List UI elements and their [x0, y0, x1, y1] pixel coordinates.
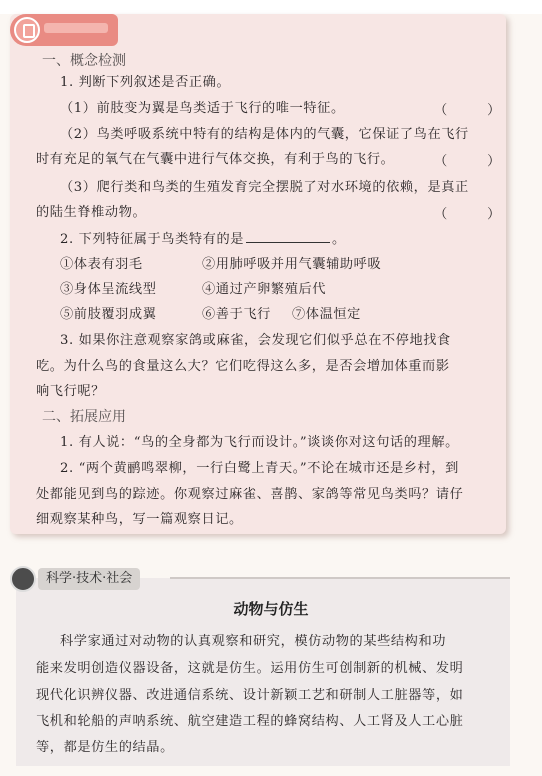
- reading-line-5: 等，都是仿生的结晶。: [36, 740, 174, 755]
- q1-item-3: （3）爬行类和鸟类的生殖发育完全摆脱了对水环境的依赖，是真正: [60, 180, 469, 195]
- q1-item-2: （2）鸟类呼吸系统中特有的结构是体内的气囊，它保证了鸟在飞行: [60, 127, 469, 142]
- s2-line-2: 2. “两个黄鹂鸣翠柳，一行白鹭上青天。”不论在城市还是乡村，到: [60, 461, 459, 476]
- q2-option-5: ⑤前肢覆羽成翼: [60, 307, 157, 322]
- q3-line-1: 3. 如果你注意观察家鸽或麻雀，会发现它们似乎总在不停地找食: [60, 333, 451, 348]
- answer-blank[interactable]: [246, 230, 330, 243]
- q1-item-2-cont: 时有充足的氧气在气囊中进行气体交换，有利于鸟的飞行。: [36, 152, 395, 167]
- reading-line-3: 现代化识辨仪器、改进通信系统、设计新颖工艺和研制人工脏器等，如: [36, 688, 464, 703]
- q1-stem: 1. 判断下列叙述是否正确。: [60, 75, 231, 90]
- sts-section-tag: 科学·技术·社会: [38, 568, 140, 590]
- q2-option-1: ①体表有羽毛: [60, 257, 143, 272]
- reading-line-1: 科学家通过对动物的认真观察和研究，模仿动物的某些结构和功: [60, 634, 447, 649]
- q2-option-2: ②用肺呼吸并用气囊辅助呼吸: [202, 257, 382, 272]
- q2-stem-end: 。: [332, 232, 346, 247]
- q1-item-3-cont: 的陆生脊椎动物。: [36, 205, 147, 220]
- q2-stem: [60, 230, 346, 249]
- q1-item-1: （1）前肢变为翼是鸟类适于飞行的唯一特征。: [60, 101, 345, 116]
- q2-stem-text: 2. 下列特征属于鸟类特有的是: [60, 232, 245, 247]
- page-top-strip: [0, 0, 542, 14]
- q3-line-2: 吃。为什么鸟的食量这么大？它们吃得这么多，是否会增加体重而影: [36, 359, 450, 374]
- reading-title: 动物与仿生: [233, 600, 309, 618]
- reading-line-2: 能来发明创造仪器设备，这就是仿生。运用仿生可创制新的机械、发明: [36, 661, 464, 676]
- section-divider-line: [170, 577, 510, 579]
- q2-option-3: ③身体呈流线型: [60, 282, 157, 297]
- section-heading-extension: 二、拓展应用: [42, 409, 126, 425]
- pencil-note-icon: [14, 17, 40, 43]
- reading-line-4: 飞机和轮船的声呐系统、航空建造工程的蜂窝结构、人工肾及人工心脏: [36, 714, 464, 729]
- q3-line-3: 响飞行呢？: [36, 384, 105, 399]
- answer-paren-1: （）: [434, 103, 541, 118]
- q2-option-4: ④通过产卵繁殖后代: [202, 282, 327, 297]
- people-icon: [10, 566, 36, 592]
- section-heading-concept-check: 一、概念检测: [42, 53, 126, 69]
- s2-line-1: 1. 有人说：“鸟的全身都为飞行而设计。”谈谈你对这句话的理解。: [60, 435, 459, 450]
- answer-paren-3: （）: [434, 207, 541, 222]
- q2-option-7: ⑦体温恒定: [292, 307, 361, 322]
- exercise-panel: [10, 14, 506, 534]
- badge-label-bar: [44, 23, 108, 33]
- s2-line-3: 处都能见到鸟的踪迹。你观察过麻雀、喜鹊、家鸽等常见鸟类吗？请仔: [36, 487, 464, 502]
- answer-paren-2: （）: [434, 154, 541, 169]
- s2-line-4: 细观察某种鸟，写一篇观察日记。: [36, 512, 243, 527]
- q2-option-6: ⑥善于飞行: [202, 307, 271, 322]
